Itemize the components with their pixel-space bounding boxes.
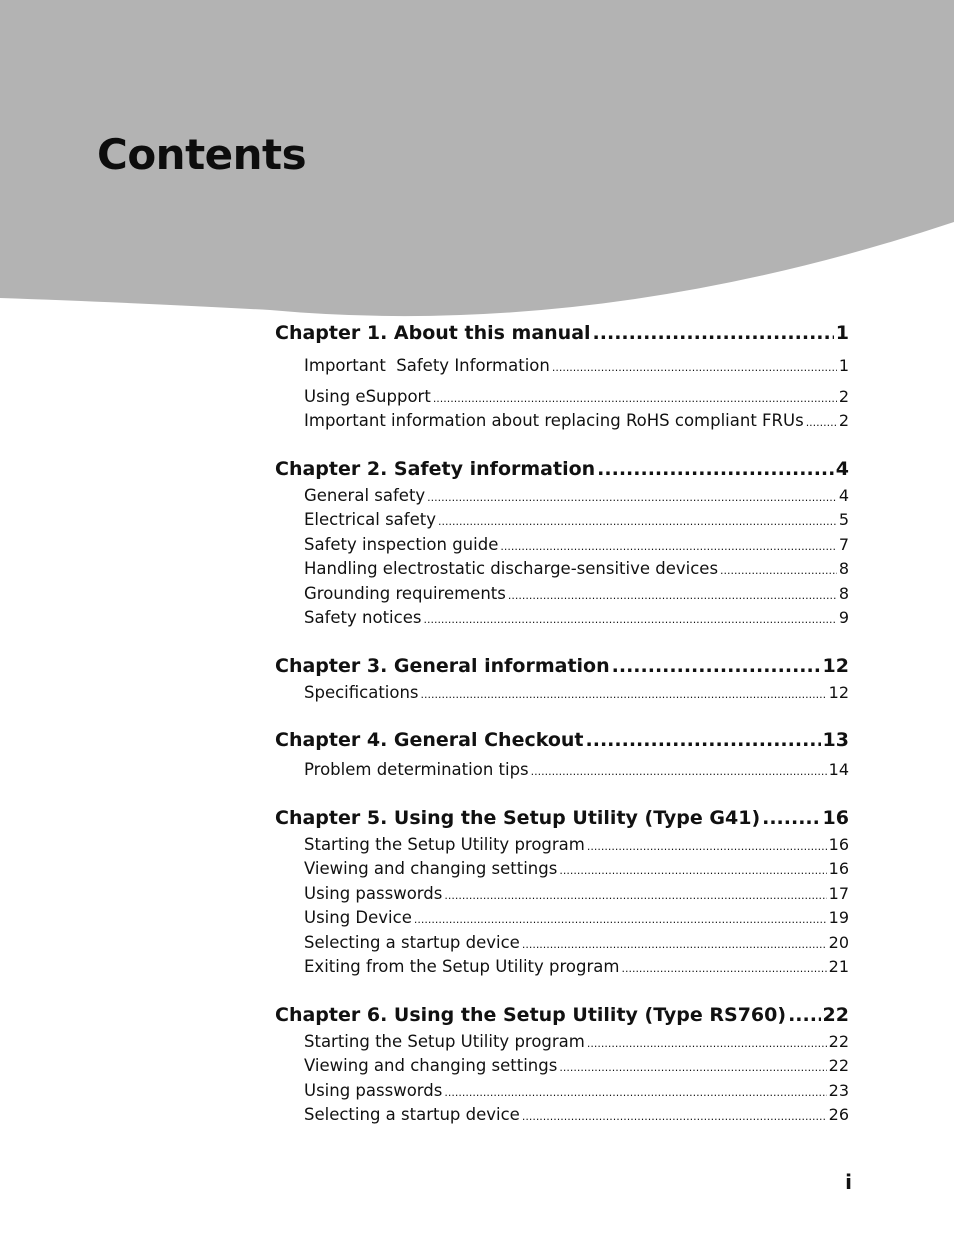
- chapter-title: Chapter 2. Safety information: [275, 457, 596, 480]
- dot-leader: [586, 725, 821, 755]
- entry-page: 8: [838, 583, 849, 603]
- toc-entry[interactable]: [304, 857, 849, 882]
- toc-entry[interactable]: [304, 882, 849, 907]
- chapter-title: Chapter 6. Using the Setup Utility (Type RS760): [275, 1003, 787, 1026]
- chapter-title: Chapter 1. About this manual: [275, 322, 591, 344]
- dot-leader: [508, 584, 837, 609]
- entry-title: Handling electrostatic discharge-sensitive devices: [304, 559, 719, 578]
- entry-page: 7: [838, 534, 849, 554]
- entry-page: 17: [828, 883, 849, 903]
- entry-page: 8: [838, 559, 849, 578]
- chapter-title: Chapter 3. General information: [275, 654, 610, 677]
- chapter-title: Chapter 5. Using the Setup Utility (Type G41): [275, 806, 761, 829]
- toc-chapter-4: [275, 725, 849, 783]
- dot-leader: [522, 1105, 827, 1130]
- entry-title: Problem determination tips: [304, 760, 529, 779]
- entry-page: 9: [838, 608, 849, 627]
- toc-entry[interactable]: [304, 409, 849, 434]
- dot-leader: [444, 884, 826, 909]
- dot-leader: [531, 760, 827, 785]
- chapter-page: 16: [822, 806, 849, 829]
- chapter-page: 13: [822, 729, 849, 751]
- toc-entry[interactable]: [304, 1103, 849, 1128]
- dot-leader: [621, 957, 826, 982]
- entry-page: 19: [828, 908, 849, 927]
- dot-leader: [593, 318, 834, 348]
- toc-entry[interactable]: [304, 955, 849, 980]
- table-of-contents: [275, 318, 849, 1128]
- dot-leader: [423, 608, 836, 633]
- entry-page: 14: [828, 760, 849, 779]
- toc-entry[interactable]: [304, 354, 849, 379]
- entry-title: Using passwords: [304, 883, 443, 903]
- entry-title: Important Safety Information: [304, 356, 550, 375]
- entry-page: 21: [828, 957, 849, 976]
- toc-chapter-heading[interactable]: [275, 318, 849, 348]
- entry-title: Selecting a startup device: [304, 932, 520, 952]
- toc-entry[interactable]: [304, 582, 849, 607]
- dot-leader: [559, 859, 826, 884]
- toc-entry[interactable]: [304, 484, 849, 509]
- entry-title: Starting the Setup Utility program: [304, 1031, 585, 1051]
- entry-title: Exiting from the Setup Utility program: [304, 957, 620, 976]
- dot-leader: [806, 411, 837, 436]
- toc-chapter-1: [275, 318, 849, 434]
- entry-page: 23: [828, 1080, 849, 1100]
- entry-title: Important information about replacing RoHS compliant FRUs: [304, 411, 804, 430]
- dot-leader: [444, 1081, 826, 1106]
- dot-leader: [788, 1000, 820, 1030]
- entry-title: Safety inspection guide: [304, 534, 499, 554]
- toc-entry[interactable]: [304, 931, 849, 956]
- dot-leader: [414, 908, 827, 933]
- toc-chapter-heading[interactable]: [275, 651, 849, 681]
- entry-title: General safety: [304, 485, 426, 505]
- entry-page: 12: [828, 682, 849, 702]
- entry-title: Using passwords: [304, 1080, 443, 1100]
- toc-entry[interactable]: [304, 758, 849, 783]
- entry-page: 2: [838, 386, 849, 406]
- entry-title: Grounding requirements: [304, 583, 506, 603]
- entry-page: 22: [828, 1056, 849, 1075]
- chapter-page: 12: [822, 654, 849, 677]
- toc-chapter-6: [275, 1000, 849, 1128]
- dot-leader: [587, 835, 827, 860]
- dot-leader: [552, 356, 837, 381]
- chapter-page: 1: [835, 322, 849, 344]
- toc-chapter-5: [275, 803, 849, 980]
- dot-leader: [762, 803, 820, 833]
- entry-title: Using eSupport: [304, 386, 431, 406]
- entry-title: Specifications: [304, 682, 419, 702]
- page-title: Contents: [97, 130, 307, 179]
- dot-leader: [427, 486, 837, 511]
- dot-leader: [438, 510, 837, 535]
- entry-title: Viewing and changing settings: [304, 1056, 558, 1075]
- chapter-page: 22: [822, 1003, 849, 1026]
- toc-chapter-heading[interactable]: [275, 454, 849, 484]
- toc-entry[interactable]: [304, 1079, 849, 1104]
- dot-leader: [500, 535, 836, 560]
- page-number: i: [845, 1170, 852, 1194]
- entry-page: 26: [828, 1105, 849, 1124]
- toc-chapter-2: [275, 454, 849, 631]
- entry-title: Selecting a startup device: [304, 1105, 520, 1124]
- toc-entry[interactable]: [304, 1054, 849, 1079]
- entry-page: 20: [828, 932, 849, 952]
- dot-leader: [612, 651, 821, 681]
- entry-title: Viewing and changing settings: [304, 859, 558, 878]
- toc-chapter-heading[interactable]: [275, 725, 849, 755]
- toc-entry[interactable]: [304, 557, 849, 582]
- entry-page: 16: [828, 834, 849, 854]
- dot-leader: [559, 1056, 826, 1081]
- toc-chapter-heading[interactable]: [275, 1000, 849, 1030]
- chapter-title: Chapter 4. General Checkout: [275, 729, 584, 751]
- entry-page: 1: [838, 356, 849, 375]
- entry-page: 16: [828, 859, 849, 878]
- dot-leader: [433, 387, 837, 412]
- entry-title: Using Device: [304, 908, 412, 927]
- dot-leader: [421, 683, 827, 708]
- dot-leader: [720, 559, 837, 584]
- toc-entry[interactable]: [304, 1030, 849, 1055]
- toc-entry[interactable]: [304, 385, 849, 410]
- entry-page: 4: [838, 485, 849, 505]
- entry-title: Starting the Setup Utility program: [304, 834, 585, 854]
- toc-entry[interactable]: [304, 906, 849, 931]
- entry-page: 22: [828, 1031, 849, 1051]
- entry-page: 2: [838, 411, 849, 430]
- dot-leader: [522, 933, 827, 958]
- chapter-page: 4: [835, 457, 849, 480]
- toc-entry[interactable]: [304, 681, 849, 706]
- toc-entry[interactable]: [304, 833, 849, 858]
- toc-entry[interactable]: [304, 533, 849, 558]
- toc-chapter-heading[interactable]: [275, 803, 849, 833]
- toc-entry[interactable]: [304, 508, 849, 533]
- entry-page: 5: [838, 510, 849, 529]
- dot-leader: [587, 1032, 827, 1057]
- entry-title: Safety notices: [304, 608, 422, 627]
- entry-title: Electrical safety: [304, 510, 436, 529]
- toc-chapter-3: [275, 651, 849, 706]
- dot-leader: [597, 454, 834, 484]
- toc-entry[interactable]: [304, 606, 849, 631]
